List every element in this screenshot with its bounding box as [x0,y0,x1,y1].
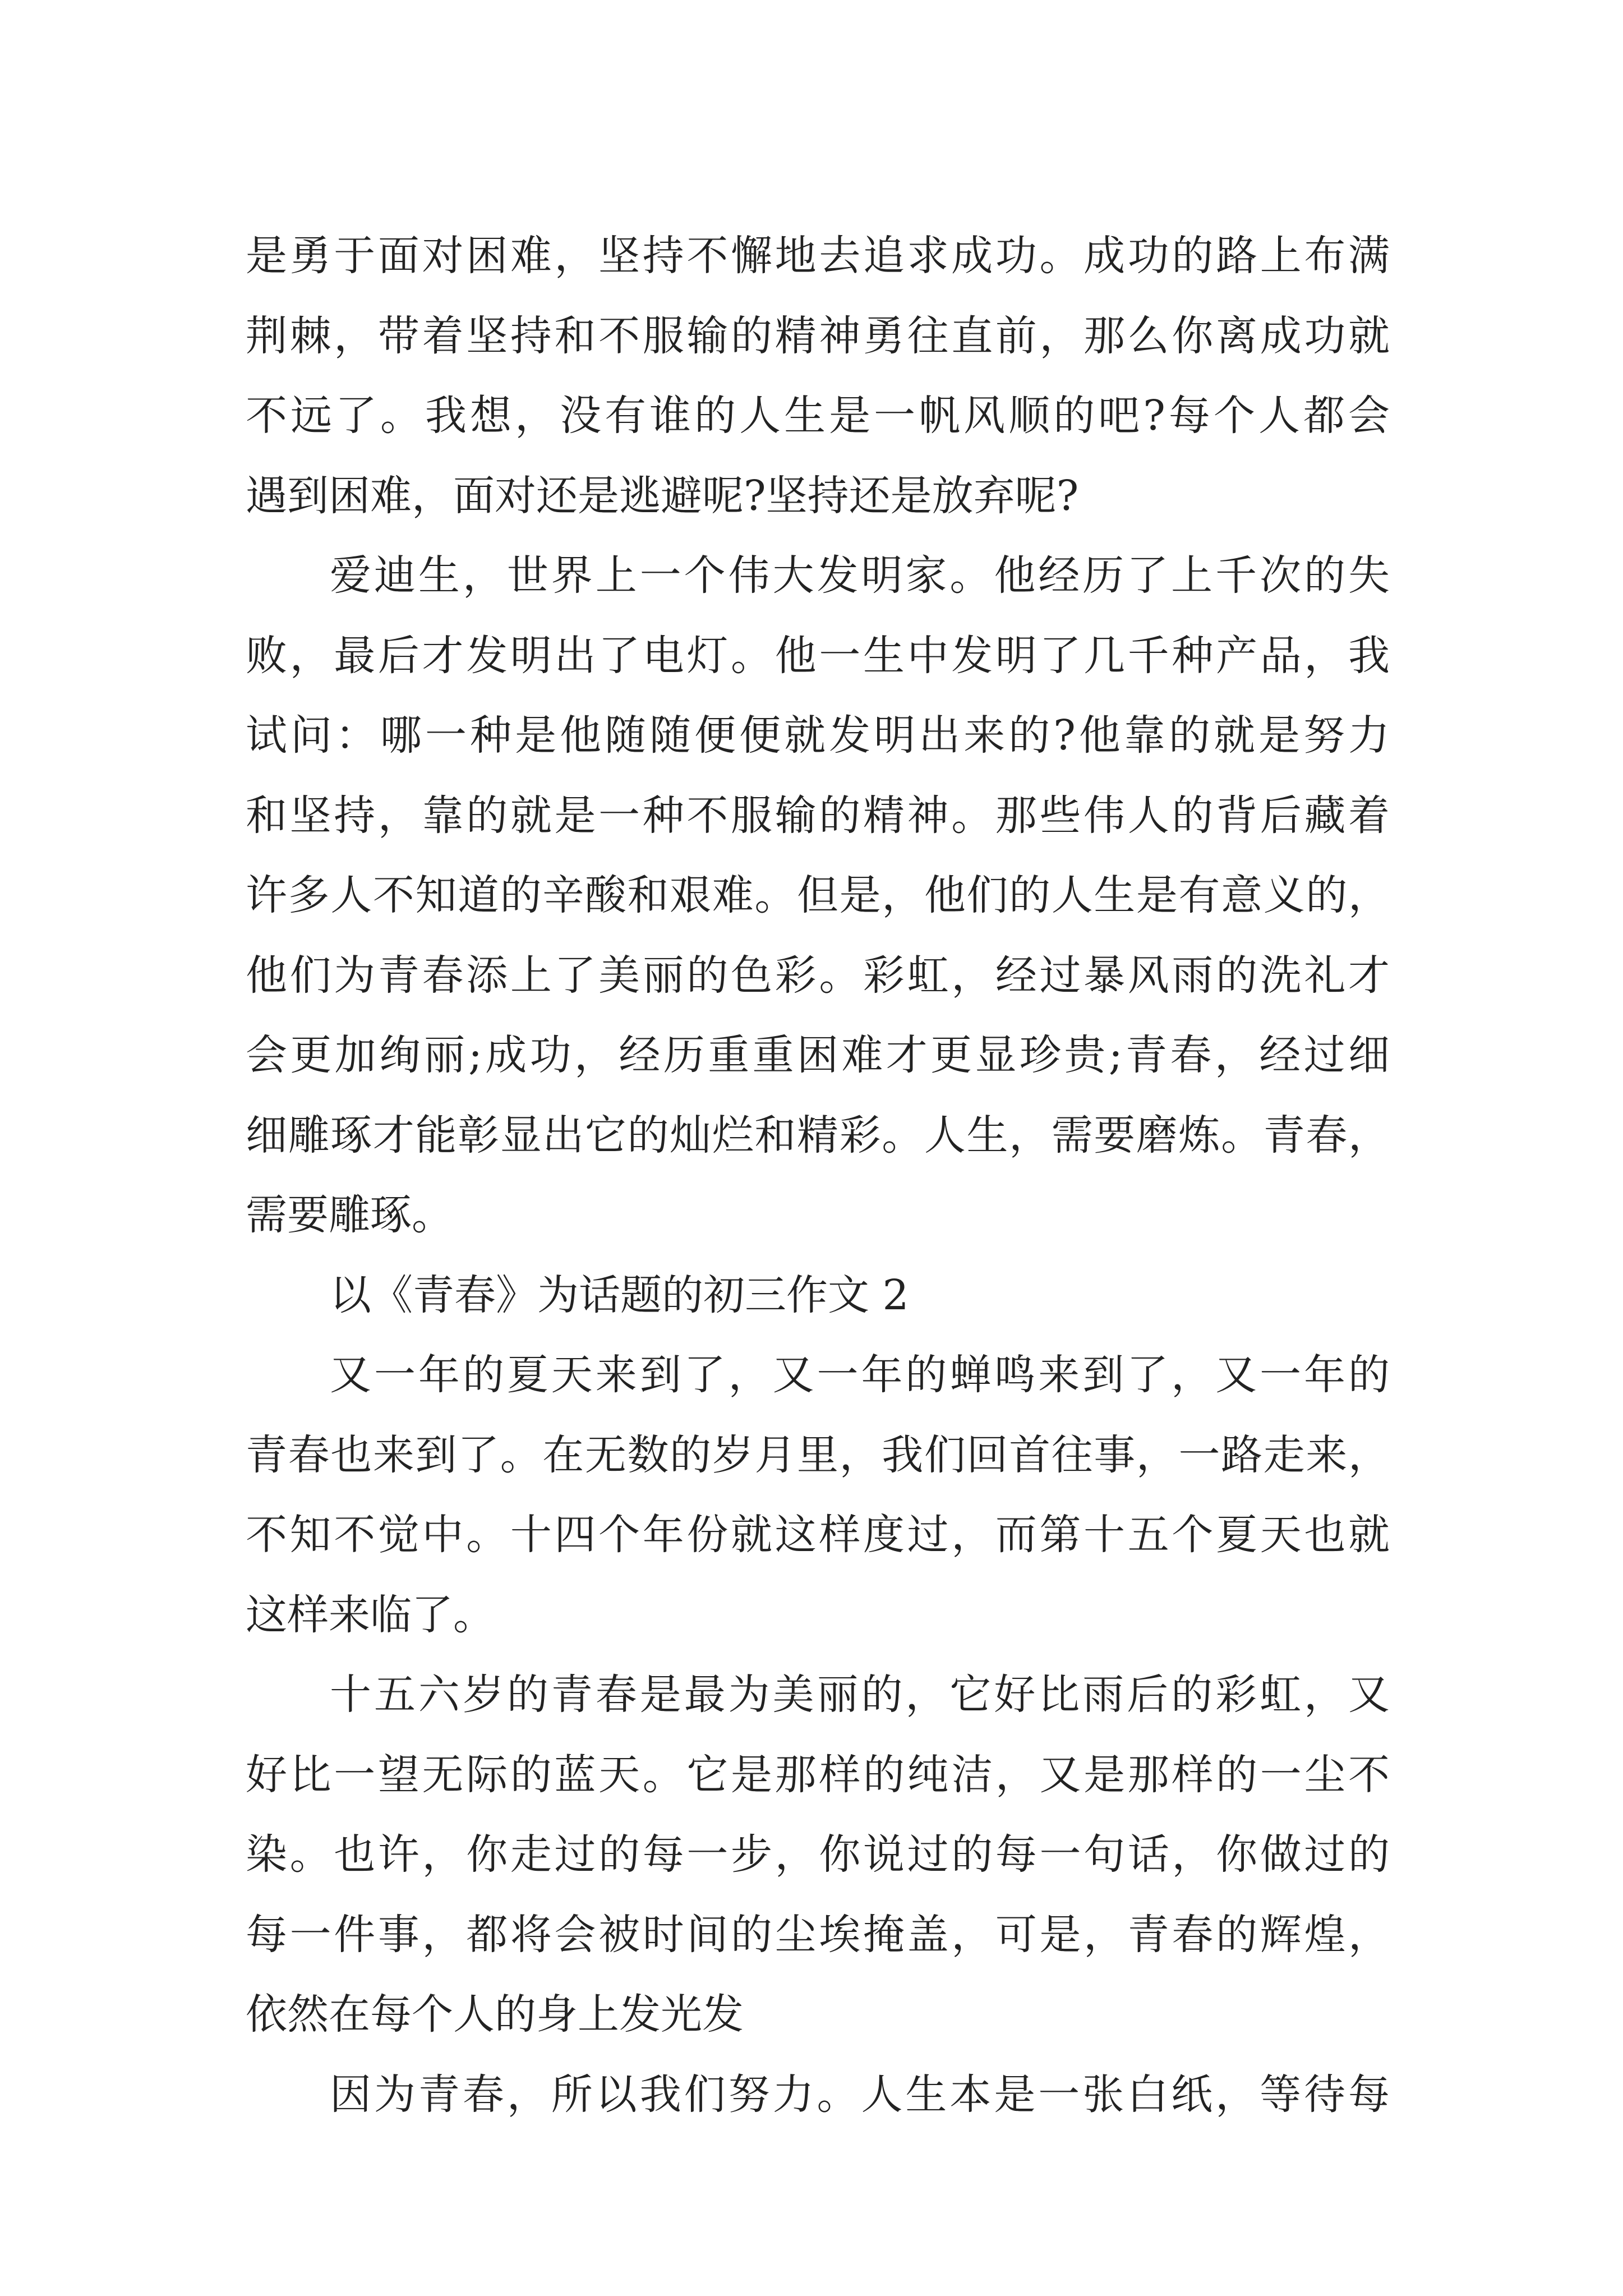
text-line: 好比一望无际的蓝天。它是那样的纯洁，又是那样的一尘不 [246,1750,1390,1799]
document-body [246,216,1390,2134]
text-line: 不远了。我想，没有谁的人生是一帆风顺的吧?每个人都会 [246,392,1390,440]
text-line: 依然在每个人的身上发光发 [246,1990,744,2039]
text-line: 和坚持，靠的就是一种不服输的精神。那些伟人的背后藏着 [246,791,1390,840]
paragraph-first-line: 爱迪生，世界上一个伟大发明家。他经历了上千次的失 [330,551,1390,600]
text-line: 这样来临了。 [246,1590,495,1639]
text-line: 染。也许，你走过的每一步，你说过的每一句话，你做过的 [246,1830,1390,1879]
text-line: 他们为青春添上了美丽的色彩。彩虹，经过暴风雨的洗礼才 [246,951,1390,1000]
paragraph-first-line: 因为青春，所以我们努力。人生本是一张白纸，等待每 [330,2070,1390,2119]
section-heading: 以《青春》为话题的初三作文 2 [330,1271,909,1319]
text-line: 青春也来到了。在无数的岁月里，我们回首往事，一路走来， [246,1430,1390,1479]
text-line: 不知不觉中。十四个年份就这样度过，而第十五个夏天也就 [246,1511,1390,1559]
text-line: 试问：哪一种是他随随便便就发明出来的?他靠的就是努力 [246,711,1390,760]
text-line: 每一件事，都将会被时间的尘埃掩盖，可是，青春的辉煌， [246,1910,1390,1959]
text-line: 许多人不知道的辛酸和艰难。但是，他们的人生是有意义的， [246,871,1390,919]
text-line: 败，最后才发明出了电灯。他一生中发明了几千种产品，我 [246,631,1390,680]
text-line: 细雕琢才能彰显出它的灿烂和精彩。人生，需要磨炼。青春， [246,1111,1390,1159]
paragraph-first-line: 又一年的夏天来到了，又一年的蝉鸣来到了，又一年的 [330,1351,1390,1399]
text-line: 会更加绚丽;成功，经历重重困难才更显珍贵;青春，经过细 [246,1031,1390,1079]
text-line: 荆棘，带着坚持和不服输的精神勇往直前，那么你离成功就 [246,311,1390,360]
paragraph-first-line: 十五六岁的青春是最为美丽的，它好比雨后的彩虹，又 [330,1671,1390,1719]
text-line: 是勇于面对困难，坚持不懈地去追求成功。成功的路上布满 [246,232,1390,280]
text-line: 需要雕琢。 [246,1191,453,1239]
text-line: 遇到困难，面对还是逃避呢?坚持还是放弃呢? [246,471,1079,520]
